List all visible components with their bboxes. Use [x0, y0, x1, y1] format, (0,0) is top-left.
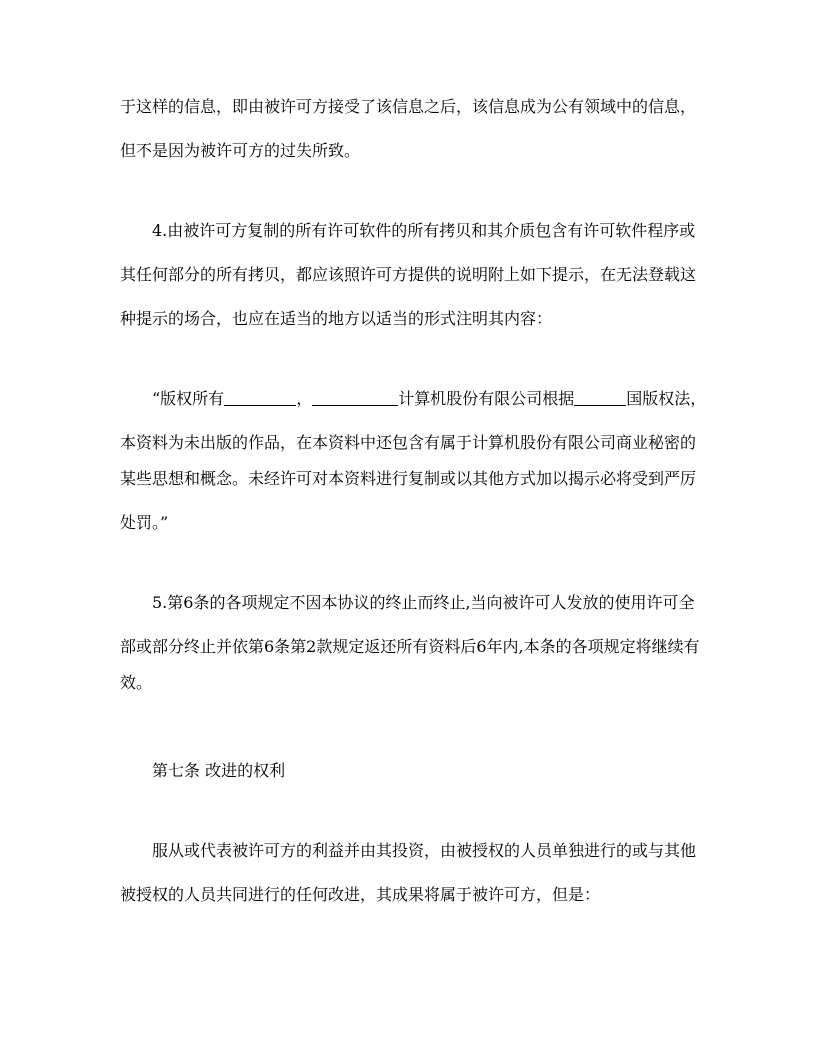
paragraph-line: 4.由被许可方复制的所有许可软件的所有拷贝和其介质包含有许可软件程序或 [152, 221, 696, 240]
paragraph-line: 部或部分终止并依第6条第2款规定返还所有资料后6年内,本条的各项规定将继续有 [120, 637, 700, 656]
notice-text: 计算机股份有限公司根据 [398, 389, 575, 408]
blank-field [312, 389, 398, 406]
notice-text: ， [296, 389, 313, 408]
paragraph-line: 本资料为未出版的作品，在本资料中还包含有属于计算机股份有限公司商业秘密的 [120, 433, 697, 452]
paragraph-line: 服从或代表被许可方的利益并由其投资，由被授权的人员单独进行的或与其他 [152, 841, 697, 860]
paragraph-line: 种提示的场合，也应在适当的地方以适当的形式注明其内容： [120, 309, 553, 328]
paragraph-line: 5.第6条的各项规定不因本协议的终止而终止,当向被许可人发放的使用许可全 [152, 593, 695, 612]
paragraph-line: 某些思想和概念。未经许可对本资料进行复制或以其他方式加以揭示必将受到严厉 [120, 469, 697, 488]
paragraph-line: 被授权的人员共同进行的任何改进，其成果将属于被许可方，但是： [120, 885, 601, 904]
paragraph-line: 处罚。” [120, 513, 169, 532]
paragraph-line: 但不是因为被许可方的过失所致。 [120, 141, 361, 160]
section-heading: 第七条 改进的权利 [152, 761, 286, 780]
paragraph-line: 于这样的信息，即由被许可方接受了该信息之后，该信息成为公有领域中的信息， [120, 97, 697, 116]
notice-text: “版权所有 [152, 389, 225, 408]
paragraph-line: 效。 [120, 673, 153, 692]
blank-field [574, 389, 626, 406]
blank-field [224, 389, 296, 406]
copyright-notice-line [152, 389, 706, 409]
paragraph-line: 其任何部分的所有拷贝，都应该照许可方提供的说明附上如下提示，在无法登载这 [120, 265, 697, 284]
notice-text: 国版权法， [626, 389, 707, 408]
